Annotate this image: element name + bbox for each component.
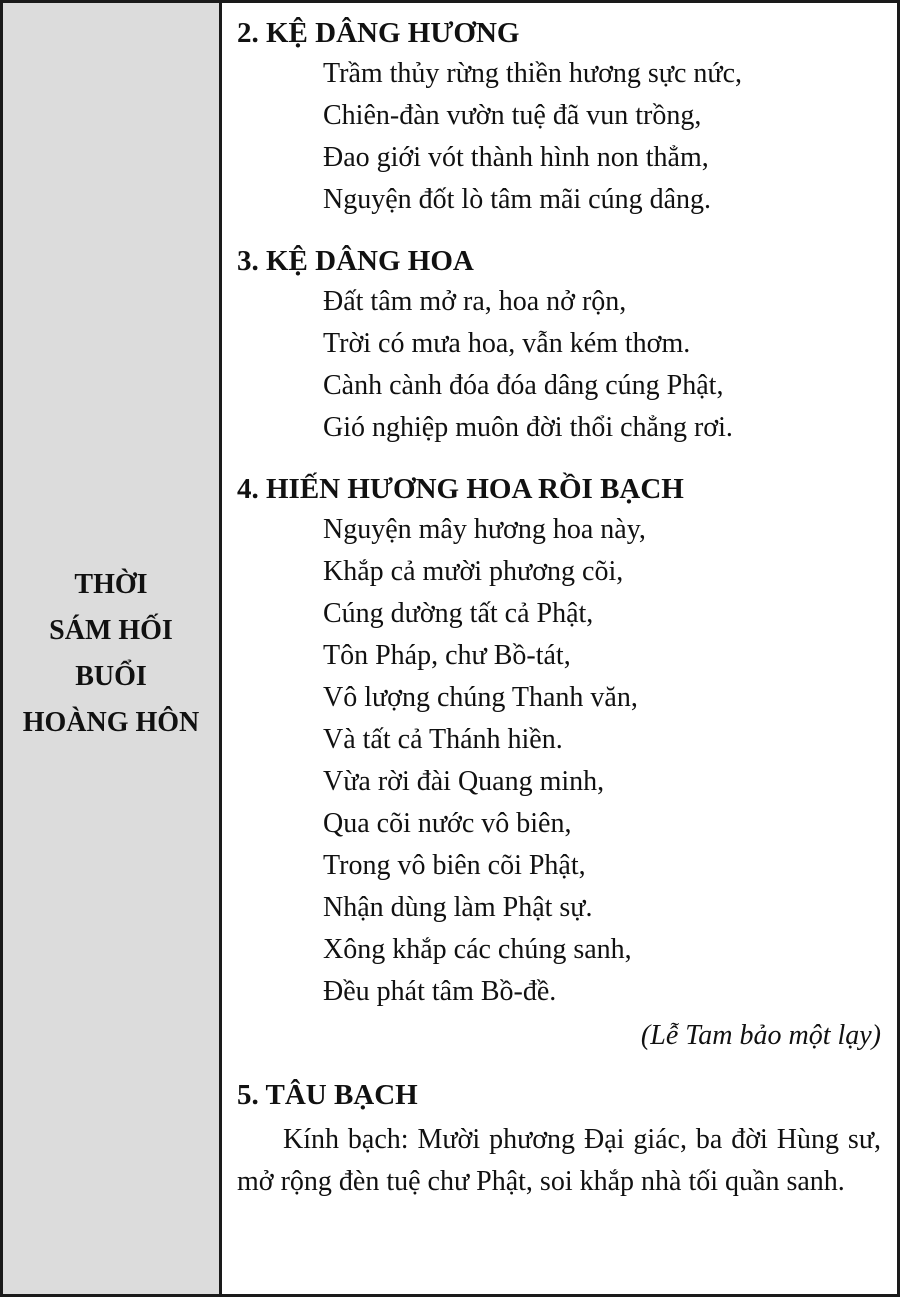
verse-line: Cành cành đóa đóa dâng cúng Phật, [323, 370, 724, 401]
verse-line: Nguyện mây hương hoa này, [323, 514, 646, 545]
sidebar-cell [3, 3, 222, 1294]
section-title: 3. KỆ DÂNG HOA [237, 245, 474, 277]
verse-line: Nhận dùng làm Phật sự. [323, 892, 593, 923]
verse-line: Vừa rời đài Quang minh, [323, 766, 605, 797]
sidebar-line: BUỔI [75, 660, 147, 692]
verse-line: Cúng dường tất cả Phật, [323, 598, 594, 629]
section-title: 5. TÂU BẠCH [237, 1079, 418, 1111]
verse-line: Vô lượng chúng Thanh văn, [323, 682, 638, 713]
verse-line: Trong vô biên cõi Phật, [323, 850, 586, 881]
section-hien-huong-hoa [237, 469, 881, 1057]
section-ke-dang-huong [237, 13, 881, 221]
verse-line: Qua cõi nước vô biên, [323, 808, 572, 839]
sidebar-title [23, 562, 200, 746]
verse-line: Nguyện đốt lò tâm mãi cúng dâng. [323, 184, 712, 215]
verse-line: Gió nghiệp muôn đời thổi chẳng rơi. [323, 412, 733, 443]
sidebar-line: THỜI [74, 568, 148, 600]
section-paragraph: Kính bạch: Mười phương Đại giác, ba đời Hùng sư, mở rộng đèn tuệ chư Phật, soi khắp nhà tối quần sanh. [237, 1124, 881, 1197]
verse-line: Và tất cả Thánh hiền. [323, 724, 563, 755]
verse-line: Trầm thủy rừng thiền hương sực nức, [323, 58, 743, 89]
verse-line: Đều phát tâm Bồ-đề. [323, 976, 557, 1007]
spacer [237, 221, 881, 241]
ritual-note: (Lễ Tam bảo một lạy) [640, 1020, 881, 1051]
verse-line: Xông khắp các chúng sanh, [323, 934, 632, 965]
content-cell [222, 3, 897, 1294]
sidebar-line: HOÀNG HÔN [22, 706, 200, 738]
verse-line: Trời có mưa hoa, vẫn kém thơm. [323, 328, 691, 359]
verse-line: Khắp cả mười phương cõi, [323, 556, 624, 587]
verse-line: Chiên-đàn vườn tuệ đã vun trồng, [323, 100, 702, 131]
section-title: 2. KỆ DÂNG HƯƠNG [237, 17, 520, 49]
verse-line: Đao giới vót thành hình non thẳm, [323, 142, 709, 173]
spacer [237, 449, 881, 469]
verse-line: Đất tâm mở ra, hoa nở rộn, [323, 286, 627, 317]
section-tau-bach [237, 1075, 881, 1203]
section-ke-dang-hoa [237, 241, 881, 449]
sidebar-line: SÁM HỐI [49, 614, 173, 646]
verse-line: Tôn Pháp, chư Bồ-tát, [323, 640, 571, 671]
spacer [237, 1057, 881, 1075]
section-title: 4. HIẾN HƯƠNG HOA RỒI BẠCH [237, 473, 684, 505]
